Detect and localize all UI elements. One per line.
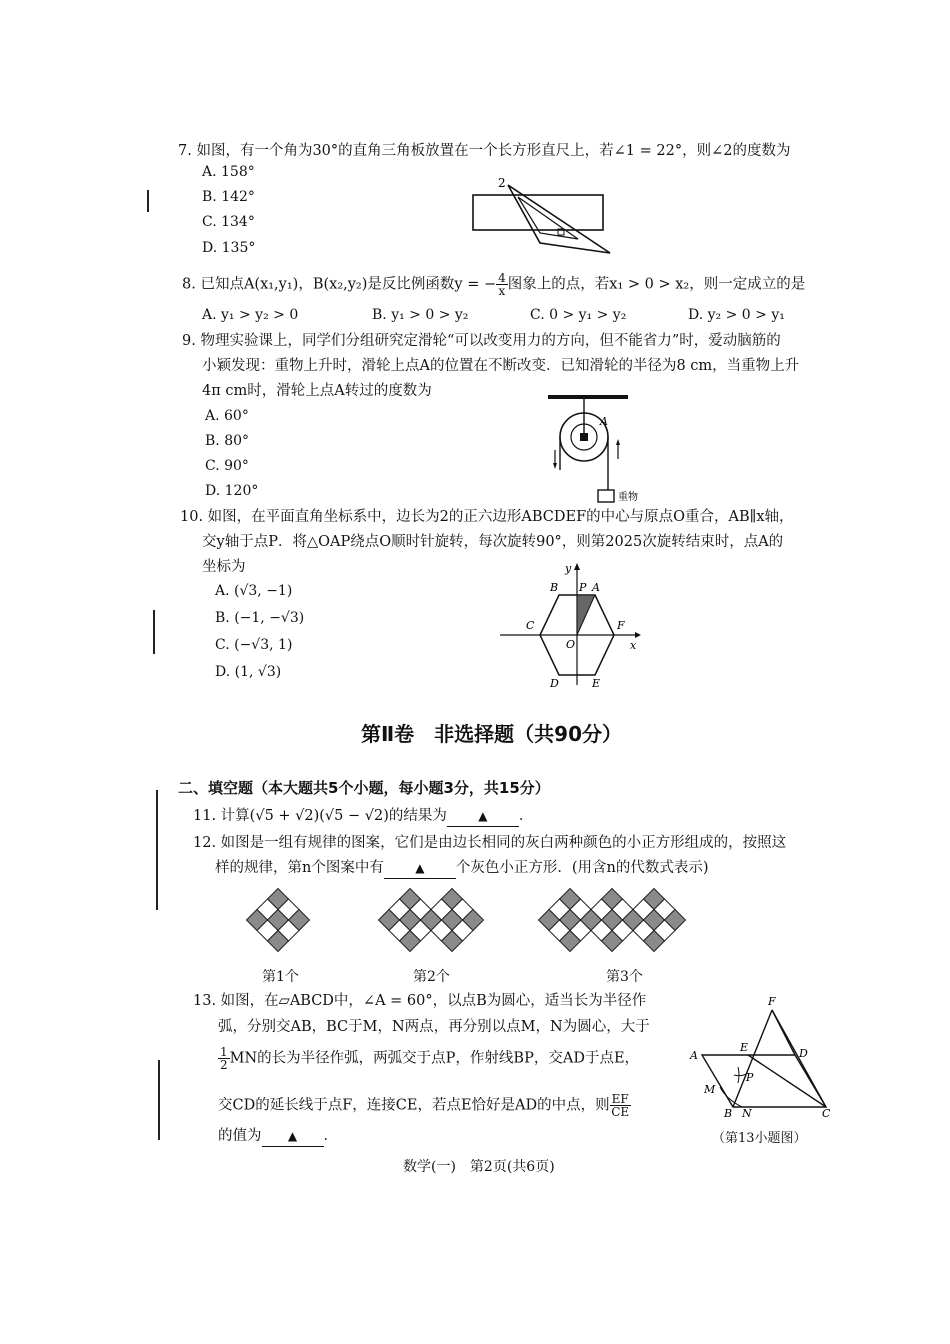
- q8-option-d: D. y₂ > 0 > y₁: [688, 307, 785, 323]
- q7-stem: 7. 如图，有一个角为30°的直角三角板放置在一个长方形直尺上，若∠1 = 22°，则∠2的度数为: [178, 143, 791, 159]
- q9-line1: 9. 物理实验课上，同学们分组研究定滑轮“可以改变用力的方向，但不能省力”时，爱动脑筋的: [182, 333, 781, 349]
- point-a-label: A: [600, 415, 608, 428]
- label-C: C: [526, 619, 535, 632]
- q7-ruler-triangle-figure: [470, 165, 620, 265]
- q8-stem-b: 图象上的点，若x₁ > 0 > x₂，则一定成立的是: [507, 276, 806, 293]
- label-C: C: [822, 1107, 831, 1120]
- label-A: A: [592, 581, 600, 594]
- ruler: [473, 195, 603, 230]
- angle-2-label: 2: [498, 176, 506, 190]
- q10-line2: 交y轴于点P．将△OAP绕点O顺时针旋转，每次旋转90°，则第2025次旋转结束时，点A的: [202, 534, 784, 550]
- label-F: F: [768, 995, 776, 1008]
- q11-stem: [193, 806, 533, 827]
- answer-mark: ▲: [415, 861, 425, 875]
- label-O: O: [566, 638, 576, 651]
- q10-option-d: D. (1, √3): [215, 664, 282, 680]
- q10-line3: 坐标为: [202, 559, 246, 575]
- q8-option-c: C. 0 > y₁ > y₂: [530, 307, 627, 323]
- q12-text-b: 个灰色小正方形．(用含n的代数式表示): [455, 860, 709, 876]
- q8-option-b: B. y₁ > 0 > y₂: [372, 307, 469, 323]
- answer-mark: ▲: [478, 809, 488, 823]
- margin-mark: [153, 610, 155, 654]
- q10-option-b: B. (−1, −√3): [215, 610, 305, 626]
- page-footer: 数学(一) 第2页(共6页): [403, 1159, 555, 1175]
- q12-blank: [384, 858, 456, 879]
- q8-stem-a: 8. 已知点A(x₁,y₁)，B(x₂,y₂)是反比例函数y = −: [182, 276, 497, 293]
- line-df: [772, 1010, 795, 1055]
- q11-blank: [447, 806, 519, 827]
- q12-caption-1: 第1个: [262, 969, 299, 985]
- q13-half-den: 2: [220, 1058, 228, 1072]
- weight-box: [598, 490, 614, 502]
- q13-half: [218, 1046, 230, 1071]
- q8-frac-den: x: [498, 284, 506, 298]
- label-M: M: [704, 1083, 716, 1096]
- arrow-down: [553, 463, 557, 469]
- q13-parallelogram-figure: [690, 995, 840, 1120]
- q12-line1: 12. 如图是一组有规律的图案，它们是由边长相同的灰白两种颜色的小正方形组成的，按照这: [193, 835, 787, 851]
- label-F: F: [617, 619, 625, 632]
- answer-mark: ▲: [287, 1129, 298, 1143]
- q8-option-a: A. y₁ > y₂ > 0: [202, 307, 299, 323]
- section2-title: 二、填空题（本大题共5个小题，每小题3分，共15分）: [178, 779, 550, 797]
- q7-option-c: C. 134°: [202, 214, 255, 230]
- q13-line5-b: ．: [323, 1128, 338, 1144]
- parallelogram-abcd: [702, 1055, 826, 1107]
- q13-ratio-num: EF: [611, 1092, 629, 1106]
- q13-line1: 13. 如图，在▱ABCD中，∠A = 60°，以点B为圆心，适当长为半径作: [193, 993, 647, 1009]
- q11-end: ．: [518, 808, 534, 824]
- q12-caption-3: 第3个: [606, 969, 643, 985]
- q13-line4-text: 交CD的延长线于点F，连接CE，若点E恰好是AD的中点，则: [218, 1097, 610, 1114]
- q13-blank: [262, 1126, 324, 1147]
- q13-line4: [218, 1093, 631, 1118]
- q8-fraction: [496, 272, 508, 297]
- q10-line1: 10. 如图，在平面直角坐标系中，边长为2的正六边形ABCDEF的中心与原点O重合，AB∥x轴，: [180, 509, 794, 525]
- q7-option-a: A. 158°: [202, 164, 255, 180]
- q9-option-c: C. 90°: [205, 458, 249, 474]
- q10-option-c: C. (−√3, 1): [215, 637, 293, 653]
- label-B: B: [550, 581, 559, 594]
- pattern-1: [247, 889, 310, 952]
- pattern-2: [379, 889, 484, 952]
- q13-line3: [218, 1046, 639, 1071]
- label-D: D: [550, 677, 559, 690]
- q10-option-a: A. (√3, −1): [215, 583, 293, 599]
- pattern-3: [539, 889, 686, 952]
- weight-label: 重物: [618, 492, 638, 503]
- q9-option-d: D. 120°: [205, 483, 259, 499]
- q12-line2: [215, 858, 709, 879]
- q9-line3: 4π cm时，滑轮上点A转过的度数为: [202, 383, 432, 399]
- q13-figure-caption: （第13小题图）: [712, 1131, 807, 1146]
- label-P: P: [579, 581, 587, 594]
- label-N: N: [742, 1107, 752, 1120]
- label-P: P: [746, 1071, 754, 1084]
- q12-text-a: 样的规律，第n个图案中有: [215, 860, 384, 876]
- q13-line3-text: MN的长为半径作弧，两弧交于点P，作射线BP，交AD于点E，: [229, 1050, 640, 1067]
- q9-option-a: A. 60°: [205, 408, 249, 424]
- label-x: x: [630, 639, 637, 652]
- label-y: y: [565, 562, 572, 575]
- q13-ratio-den: CE: [611, 1105, 630, 1119]
- q10-hexagon-figure: [500, 560, 650, 690]
- q12-caption-2: 第2个: [413, 969, 450, 985]
- q13-half-num: 1: [220, 1045, 228, 1059]
- line-ce: [748, 1055, 826, 1107]
- q7-option-d: D. 135°: [202, 240, 256, 256]
- part2-title: 第Ⅱ卷 非选择题（共90分）: [361, 722, 623, 746]
- q13-line2: 弧，分别交AB，BC于M，N两点，再分别以点M，N为圆心，大于: [218, 1019, 650, 1035]
- label-E: E: [740, 1041, 749, 1054]
- arc-p2: [738, 1067, 739, 1083]
- label-A: A: [690, 1049, 698, 1062]
- triangle-oap: [577, 595, 595, 635]
- margin-mark: [158, 1060, 160, 1140]
- q12-pattern-figures: [240, 878, 700, 968]
- q8-stem: [182, 272, 805, 297]
- q9-line2: 小颖发现：重物上升时，滑轮上点A的位置在不断改变．已知滑轮的半径为8 cm，当重物上升: [202, 358, 800, 374]
- q9-option-b: B. 80°: [205, 433, 250, 449]
- q11-text: 11. 计算(√5 + √2)(√5 − √2)的结果为: [193, 808, 447, 824]
- q7-option-b: B. 142°: [202, 189, 255, 205]
- q13-line5: [218, 1126, 338, 1147]
- margin-mark: [147, 190, 149, 212]
- margin-mark: [156, 790, 158, 910]
- ceiling-bar: [548, 395, 628, 399]
- q13-line5-a: 的值为: [218, 1128, 262, 1144]
- q13-ratio: [610, 1093, 631, 1118]
- label-E: E: [592, 677, 601, 690]
- q9-pulley-figure: [540, 395, 660, 505]
- q8-frac-num: 4: [498, 271, 506, 285]
- label-D: D: [799, 1047, 808, 1060]
- arrow-up: [616, 439, 620, 445]
- label-B: B: [724, 1107, 733, 1120]
